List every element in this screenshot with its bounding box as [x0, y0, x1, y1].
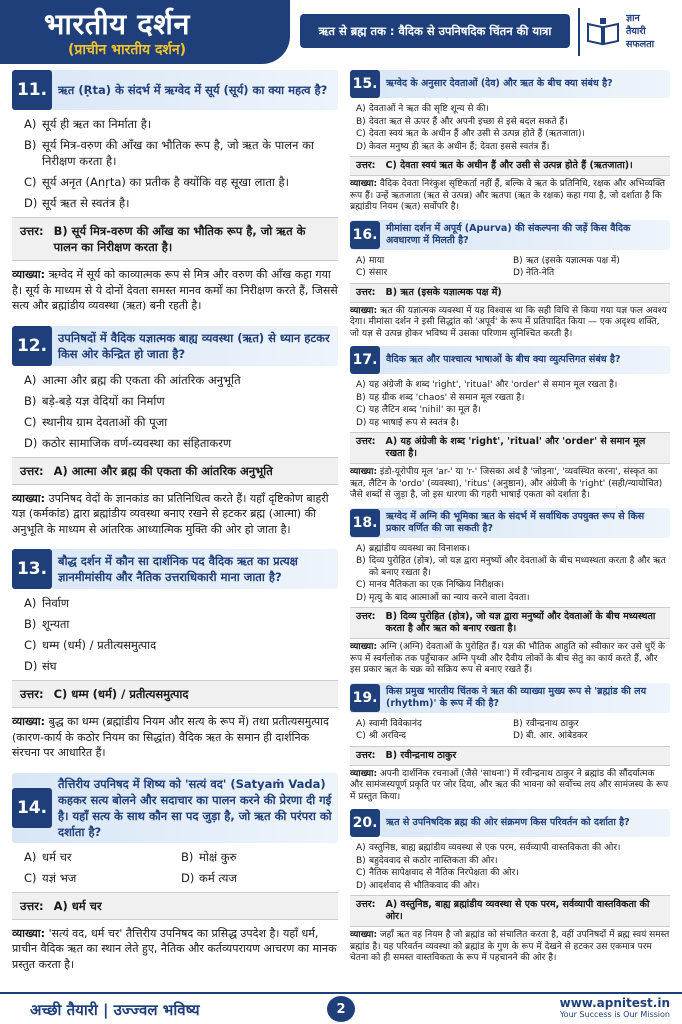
explanation-text: ऋग्वेद में सूर्य को काव्यात्मक रूप से मित्र और वरुण की आँख कहा गया है। सूर्य के माध्यम से ये दोनों देवता समस्त मानव कर्मों का निरीक्षण करते हैं, जिससे सत्य और ब्रह्मांडीय व्यवस्था (ऋत) बनी रहती है।	[12, 268, 338, 312]
explanation-label: व्याख्या:	[350, 768, 378, 779]
question-block	[350, 346, 670, 374]
explanation-text: ऋत की यज्ञात्मक व्यवस्था में यह विश्वास था कि सही विधि से किया गया यज्ञ फल अवश्य देगा। मीमांसा दर्शन ने इसी सिद्धांत को 'अपूर्व' के रूप में प्रतिपादित किया — एक अदृश्य शक्ति, जो यज्ञ से उत्पन्न होकर भविष्य में उसका परिणाम सुनिश्चित करती है।	[350, 305, 667, 339]
explanation-text: अपनी दार्शनिक रचनाओं (जैसे 'साधना') में रवीन्द्रनाथ ठाकुर ने ब्रह्मांड की सौंदर्यात्मक और सामंजस्यपूर्ण प्रकृति पर जोर दिया, और ऋत की भावना को सर्वोच्च लय और सामंजस्य के रूप में प्रस्तुत किया।	[350, 768, 669, 802]
option-text: ब्रह्मांडीय व्यवस्था का विनाशक।	[369, 543, 470, 554]
option-letter: C)	[24, 414, 37, 429]
option-text: रवीन्द्रनाथ ठाकुर	[526, 718, 579, 729]
option-letter: A)	[356, 380, 366, 390]
answer-label: उत्तर:	[356, 160, 376, 171]
option-letter: C)	[356, 268, 366, 278]
option-row	[356, 268, 670, 280]
logo-line: ज्ञान	[626, 13, 640, 24]
question-number: 15.	[350, 70, 380, 98]
option-text: बहुदेववाद से कठोर नास्तिकता की ओर।	[369, 855, 498, 866]
explanation-text: अग्नि (अग्नि) देवताओं के पुरोहित हैं। यज्ञ की भौतिक आहुति को स्वीकार कर उसे धुएँ के रूप में स्वर्गलोक तक पहुँचाकर अग्नि पृथ्वी और दैवीय लोकों के बीच सेतु का कार्य करते हैं, और इस प्रकार ऋत के चक्र को सक्रिय रूप से बनाए रखते हैं।	[350, 642, 665, 675]
option-letter: D)	[356, 417, 367, 428]
option-item[interactable]	[356, 719, 513, 731]
option-text: वस्तुनिष्ठ, बाह्य ब्रह्मांडीय व्यवस्था से एक परम, सर्वव्यापी वास्तविकता की ओर।	[369, 843, 621, 853]
answer-text: B) ऋत (इसके यज्ञात्मक पक्ष में)	[385, 286, 502, 298]
explanation-label: व्याख्या:	[12, 926, 46, 940]
option-item[interactable]	[24, 849, 181, 865]
explanation-text: वैदिक देवता निरंकुश सृष्टिकर्ता नहीं हैं, बल्कि वे ऋत के प्रतिनिधि, रक्षक और अभिव्यक्ति रूप हैं। उन्हें ऋतजाता (ऋत से उत्पन्न) और ऋतपा (ऋत के रक्षक) कहा गया है, जो दर्शाता है कि ब्रह्मांडीय नियम (ऋत) सर्वोपरि है।	[350, 179, 666, 212]
option-item[interactable]	[356, 856, 670, 868]
explanation	[12, 267, 338, 314]
option-letter: D)	[24, 659, 38, 673]
option-letter: B)	[356, 855, 366, 866]
option-text: नेति-नेति	[526, 268, 555, 278]
explanation-label: व्याख्या:	[12, 268, 46, 281]
option-letter: D)	[24, 196, 38, 210]
option-item[interactable]	[24, 393, 338, 409]
option-text: मृत्यु के बाद आत्माओं का न्याय करने वाला देवता।	[369, 592, 530, 603]
option-text: निर्वाण	[42, 596, 70, 610]
question-block	[350, 220, 670, 250]
option-item[interactable]	[356, 881, 670, 893]
option-text: देवता स्वयं ऋत के अधीन हैं और उसी से उत्पन्न होते हैं (ऋतजाता)।	[369, 129, 585, 139]
question-text: ऋग्वेद के अनुसार देवताओं (देव) और ऋत के बीच क्या संबंध है?	[386, 78, 613, 89]
option-letter: C)	[356, 868, 366, 878]
explanation-text: बुद्ध का धम्म (ब्रह्मांडीय नियम और सत्य के रूप में) तथा प्रतीत्यसमुत्पाद (कारण-कार्य के कठोर नियम का सिद्धांत) वैदिक ऋत के समान ही दार्शनिक संरचना पर आधारित हैं।	[12, 715, 329, 759]
answer-box	[350, 156, 670, 176]
option-letter: D)	[356, 141, 367, 152]
option-item[interactable]	[181, 849, 338, 865]
option-text: संसार	[369, 268, 388, 278]
explanation	[12, 926, 338, 973]
option-text: कर्म त्यज	[199, 870, 237, 885]
option-letter: C)	[356, 405, 366, 415]
option-text: यह भाषाई रूप से स्वतंत्र है।	[369, 417, 459, 428]
option-letter: B)	[513, 255, 523, 266]
option-letter: C)	[356, 580, 366, 590]
option-text: आत्मा और ब्रह्म की एकता की आंतरिक अनुभूति	[42, 372, 241, 387]
answer-text: B) सूर्य मित्र-वरुण की आँख का भौतिक रूप है, जो ऋत के पालन का निरीक्षण करता है।	[53, 224, 306, 254]
option-letter: C)	[356, 731, 366, 741]
option-letter: A)	[356, 843, 366, 853]
question-text: वैदिक ऋत और पाश्चात्य भाषाओं के बीच क्या व्युत्पत्तिगत संबंध है?	[386, 354, 621, 365]
option-letter: B)	[24, 138, 37, 152]
question-number: 17.	[350, 346, 380, 374]
option-text: देवता ऋत से ऊपर हैं और अपनी इच्छा से इसे बदल सकते हैं।	[369, 116, 568, 127]
option-item[interactable]	[24, 137, 338, 169]
option-item[interactable]	[356, 418, 670, 430]
question-number: 14.	[12, 788, 52, 828]
explanation	[12, 491, 338, 538]
explanation-label: व्याख्या:	[350, 642, 378, 652]
option-letter: D)	[181, 870, 195, 885]
option-letter: C)	[24, 638, 37, 652]
option-item[interactable]	[24, 195, 338, 211]
question-number: 20.	[350, 809, 380, 837]
answer-label: उत्तर:	[356, 899, 376, 910]
explanation-label: व्याख्या:	[350, 930, 378, 940]
option-item[interactable]	[356, 843, 670, 855]
answer-text: A) धर्म चर	[53, 898, 102, 913]
option-letter: D)	[356, 880, 367, 891]
question-text: मीमांसा दर्शन में अपूर्व (Apurva) की संकल्पना की जड़ें किस वैदिक अवधारणा में मिलती है?	[386, 222, 631, 246]
website-link[interactable]: www.apnitest.in	[559, 996, 670, 1010]
option-item[interactable]	[356, 405, 670, 417]
option-item[interactable]	[356, 556, 670, 579]
footer-tagline: Your Success is Our Mission	[559, 1010, 670, 1019]
explanation-text: इंडो-यूरोपीय मूल 'ar-' या 'r-' जिसका अर्थ है 'जोड़ना', 'व्यवस्थित करना', संस्कृत का ऋत, लैटिन के 'ordo' (व्यवस्था), 'ritus' (अनुष्ठान), और अंग्रेजी के 'right' (सही/न्यायोचित) जैसे शब्दों से जुड़ा है, जो इस धारणा की गहरी भाषाई एकता को दर्शाता है।	[350, 467, 663, 500]
right-column	[350, 70, 670, 971]
option-text: स्वामी विवेकानंद	[369, 718, 422, 729]
explanation	[12, 714, 338, 761]
option-item[interactable]	[24, 637, 338, 653]
option-item[interactable]	[24, 414, 338, 430]
question-number: 18.	[350, 509, 380, 537]
option-row	[24, 870, 338, 886]
explanation	[350, 306, 670, 341]
left-column	[12, 70, 338, 984]
question-text: ऋत (Ṛta) के संदर्भ में ऋग्वेद में सूर्य (सूर्य) का क्या महत्व है?	[58, 83, 328, 97]
option-text: धम्म (धर्म) / प्रतीत्यसमुत्पाद	[42, 638, 157, 652]
option-item[interactable]	[356, 731, 513, 743]
brand-logo	[578, 8, 678, 56]
option-text: संघ	[42, 659, 57, 673]
page-header	[0, 0, 682, 64]
option-letter: B)	[356, 392, 366, 403]
answer-box	[12, 892, 338, 920]
option-text: मोक्षं कुरु	[199, 849, 237, 864]
option-item[interactable]	[24, 658, 338, 674]
option-text: मानव नैतिकता का एक निष्क्रिय निरीक्षक।	[369, 580, 505, 590]
option-text: माया	[369, 255, 385, 266]
option-text: देवताओं ने ऋत की सृष्टि शून्य से की।	[369, 104, 489, 114]
option-letter: B)	[356, 556, 366, 566]
logo-line: तैयारी	[626, 26, 646, 37]
option-text: धर्म चर	[42, 849, 72, 864]
answer-box	[12, 217, 338, 261]
answer-box	[350, 432, 670, 464]
answer-label: उत्तर:	[20, 224, 44, 238]
option-text: ऋत (इसके यज्ञात्मक पक्ष में)	[526, 255, 620, 266]
option-item[interactable]	[513, 731, 670, 743]
option-item[interactable]	[181, 870, 338, 886]
option-row	[24, 849, 338, 865]
option-item[interactable]	[24, 616, 338, 632]
question-number: 12.	[12, 326, 52, 366]
option-item[interactable]	[356, 117, 670, 129]
explanation-label: व्याख्या:	[350, 467, 378, 477]
option-item[interactable]	[356, 268, 513, 280]
option-text: नैतिक सापेक्षवाद से नैतिक निरपेक्षता की ओर।	[369, 868, 519, 878]
explanation	[350, 930, 670, 965]
option-item[interactable]	[356, 129, 670, 141]
question-block	[350, 683, 670, 713]
option-text: शून्यता	[42, 617, 70, 631]
option-item[interactable]	[356, 580, 670, 592]
answer-text: B) दिव्य पुरोहित (होत्र), जो यज्ञ द्वारा मनुष्यों और देवताओं के बीच मध्यस्थता करता है और ऋत को बनाए रखता है।	[385, 611, 656, 634]
question-block	[350, 809, 670, 837]
option-letter: B)	[356, 116, 366, 127]
option-item[interactable]	[24, 372, 338, 388]
option-text: बड़े-बड़े यज्ञ वेदियों का निर्माण	[42, 393, 165, 408]
option-letter: D)	[24, 435, 38, 450]
option-row	[356, 719, 670, 731]
explanation-label: व्याख्या:	[350, 305, 378, 316]
answer-box	[350, 607, 670, 639]
answer-label: उत्तर:	[356, 436, 376, 447]
logo-line: सफलता	[626, 39, 655, 50]
option-text: दिव्य पुरोहित (होत्र), जो यज्ञ द्वारा मनुष्यों और देवताओं के बीच मध्यस्थता करता है और ऋत को बनाए रखता है।	[369, 556, 666, 578]
question-number: 16.	[350, 221, 380, 249]
page-number: 2	[327, 996, 355, 1022]
explanation-text: उपनिषद वेदों के ज्ञानकांड का प्रतिनिधित्व करते हैं। यहाँ दृष्टिकोण बाहरी यज्ञ (कर्मकांड) द्वारा ब्रह्मांडीय व्यवस्था बनाए रखने से हटकर ब्रह्म (आत्मा) की अनुभूति के माध्यम से आंतरिक आध्यात्मिक मुक्ति की ओर हो जाता है।	[12, 491, 329, 536]
option-text: सूर्य मित्र-वरुण की आँख का भौतिक रूप है, जो ऋत के पालन का निरीक्षण करता है।	[42, 138, 314, 168]
option-text: कठोर सामाजिक वर्ण-व्यवस्था का संहिताकरण	[42, 435, 232, 450]
option-text: आदर्शवाद से भौतिकवाद की ओर।	[369, 880, 480, 891]
answer-text: A) वस्तुनिष्ठ, बाह्य ब्रह्मांडीय व्यवस्था से एक परम, सर्वव्यापी वास्तविकता की ओर।	[385, 899, 650, 922]
option-letter: A)	[356, 104, 366, 114]
option-letter: B)	[24, 393, 37, 408]
answer-label: उत्तर:	[356, 749, 376, 761]
option-row	[356, 256, 670, 268]
question-block	[12, 326, 338, 366]
option-item[interactable]	[356, 142, 670, 154]
footer-slogan: अच्छी तैयारी | उज्ज्वल भविष्य	[30, 1001, 200, 1019]
book-subtitle: (प्राचीन भारतीय दर्शन)	[68, 42, 187, 58]
question-number: 11.	[12, 70, 52, 110]
answer-box	[350, 283, 670, 303]
option-item[interactable]	[24, 116, 338, 132]
explanation-text: 'सत्यं वद, धर्म चर' तैत्तिरीय उपनिषद का प्रसिद्ध उपदेश है। यहाँ धर्म, प्राचीन वैदिक ऋत का स्थान लेते हुए, नैतिक और कर्तव्यपरायण आचरण का मानक प्रस्तुत करता है।	[12, 926, 337, 971]
header-banner	[0, 0, 290, 64]
book-icon	[586, 18, 620, 46]
option-letter: C)	[24, 870, 37, 885]
option-item[interactable]	[24, 595, 338, 611]
option-letter: A)	[356, 255, 366, 266]
option-item[interactable]	[24, 174, 338, 190]
option-item[interactable]	[513, 719, 670, 731]
option-letter: D)	[513, 731, 524, 741]
option-item[interactable]	[24, 870, 181, 886]
option-item[interactable]	[356, 104, 670, 116]
question-text: किस प्रमुख भारतीय चिंतक ने ऋत की व्याख्या मुख्य रूप से 'ब्रह्मांड की लय (rhythm)' के रूप में की है?	[386, 685, 647, 709]
option-text: सूर्य ही ऋत का निर्माता है।	[42, 117, 152, 131]
answer-label: उत्तर:	[20, 463, 44, 478]
option-item[interactable]	[356, 868, 670, 880]
question-block	[12, 549, 338, 589]
question-block	[350, 508, 670, 538]
option-letter: D)	[356, 592, 367, 603]
explanation-label: व्याख्या:	[350, 179, 378, 189]
answer-label: उत्तर:	[20, 687, 44, 701]
answer-label: उत्तर:	[356, 611, 376, 622]
option-item[interactable]	[356, 393, 670, 405]
option-item[interactable]	[513, 256, 670, 268]
answer-text: B) रवीन्द्रनाथ ठाकुर	[385, 749, 457, 761]
answer-box	[12, 680, 338, 708]
question-block	[350, 70, 670, 98]
question-text: बौद्ध दर्शन में कौन सा दार्शनिक पद वैदिक ऋत का प्रत्यक्ष ज्ञानमीमांसीय और नैतिक उत्तराधिकारी माना जाता है?	[58, 554, 298, 584]
option-letter: B)	[24, 617, 37, 631]
option-text: यह लैटिन शब्द 'nihil' का मूल है।	[369, 405, 481, 415]
option-text: सूर्य ऋत से स्वतंत्र है।	[42, 196, 130, 210]
option-letter: D)	[513, 268, 524, 278]
option-item[interactable]	[356, 593, 670, 605]
question-number: 13.	[12, 549, 52, 589]
answer-text: C) धम्म (धर्म) / प्रतीत्यसमुत्पाद	[53, 687, 189, 701]
option-letter: A)	[356, 543, 366, 554]
answer-box	[12, 457, 338, 485]
page-footer	[0, 992, 682, 1024]
option-item[interactable]	[356, 256, 513, 268]
option-text: यज्ञं भज	[42, 870, 77, 885]
answer-text: A) आत्मा और ब्रह्म की एकता की आंतरिक अनुभूति	[53, 463, 273, 478]
option-text: यह अंग्रेजी के शब्द 'right', 'ritual' और 'order' से समान मूल रखता है।	[369, 380, 618, 390]
question-text: तैत्तिरीय उपनिषद में शिष्य को 'सत्यं वद' (Satyaṁ Vada) कहकर सत्य बोलने और सदाचार का पालन करने की प्रेरणा दी गई है। यहाँ सत्य के साथ कौन सा पद जुड़ा है, जो ऋत की परंपरा को दर्शाता है?	[58, 776, 332, 839]
answer-box	[350, 895, 670, 927]
explanation-text: जहाँ ऋत वह नियम है जो ब्रह्मांड को संचालित करता है, वहीं उपनिषदों में ब्रह्म स्वयं समस्त ब्रह्मांड है। यह परिवर्तन व्यवस्था को ब्रह्मांड के गुण के रूप में देखने से हटकर उस एकमात्र परम चेतना को ही समस्त वास्तविकता के रूप में पहचानने की ओर है।	[350, 930, 670, 963]
option-letter: B)	[181, 849, 194, 864]
question-number: 19.	[350, 684, 380, 712]
option-letter: A)	[24, 849, 37, 864]
chapter-topic: ऋत से ब्रह्म तक : वैदिक से उपनिषदिक चिंतन की यात्रा	[300, 14, 570, 48]
option-item[interactable]	[356, 380, 670, 392]
option-letter: A)	[24, 117, 37, 131]
explanation-label: व्याख्या:	[12, 491, 46, 505]
option-item[interactable]	[24, 435, 338, 451]
question-text: ऋग्वेद में अग्नि की भूमिका ऋत के संदर्भ में सर्वाधिक उपयुक्त रूप से किस प्रकार वर्णित की जा सकती है?	[386, 510, 645, 534]
option-text: स्थानीय ग्राम देवताओं की पूजा	[42, 414, 168, 429]
option-text: यह ग्रीक शब्द 'chaos' से समान मूल रखता है।	[369, 392, 525, 403]
answer-text: A) यह अंग्रेजी के शब्द 'right', 'ritual' और 'order' से समान मूल रखता है।	[385, 436, 646, 459]
option-text: सूर्य अनृत (Anṛta) का प्रतीक है क्योंकि वह सूखा लाता है।	[42, 175, 290, 189]
question-block	[12, 70, 338, 110]
answer-box	[350, 746, 670, 766]
option-item[interactable]	[356, 544, 670, 556]
question-text: ऋत से उपनिषदिक ब्रह्म की ओर संक्रमण किस परिवर्तन को दर्शाता है?	[386, 817, 630, 828]
option-text: श्री अरविन्द	[369, 731, 407, 741]
answer-label: उत्तर:	[356, 286, 376, 298]
answer-label: उत्तर:	[20, 898, 44, 913]
option-letter: A)	[24, 596, 37, 610]
option-letter: A)	[356, 718, 366, 729]
option-row	[356, 731, 670, 743]
option-letter: A)	[24, 372, 37, 387]
explanation	[350, 179, 670, 214]
explanation	[350, 642, 670, 677]
option-text: केवल मनुष्य ही ऋत के अधीन हैं; देवता इससे स्वतंत्र हैं।	[369, 141, 550, 152]
explanation-label: व्याख्या:	[12, 715, 46, 728]
explanation	[350, 769, 670, 804]
question-text: उपनिषदों में वैदिक यज्ञात्मक बाह्य व्यवस्था (ऋत) से ध्यान हटकर किस ओर केन्द्रित हो जाता है?	[58, 330, 330, 361]
book-title: भारतीय दर्शन	[44, 7, 190, 41]
option-letter: B)	[513, 718, 523, 729]
question-block	[12, 773, 338, 843]
option-item[interactable]	[513, 268, 670, 280]
option-text: बी. आर. आंबेडकर	[526, 731, 588, 741]
option-letter: C)	[24, 175, 37, 189]
explanation	[350, 467, 670, 502]
option-letter: C)	[356, 129, 366, 139]
answer-text: C) देवता स्वयं ऋत के अधीन हैं और उसी से उत्पन्न होते हैं (ऋतजाता)।	[385, 160, 633, 171]
